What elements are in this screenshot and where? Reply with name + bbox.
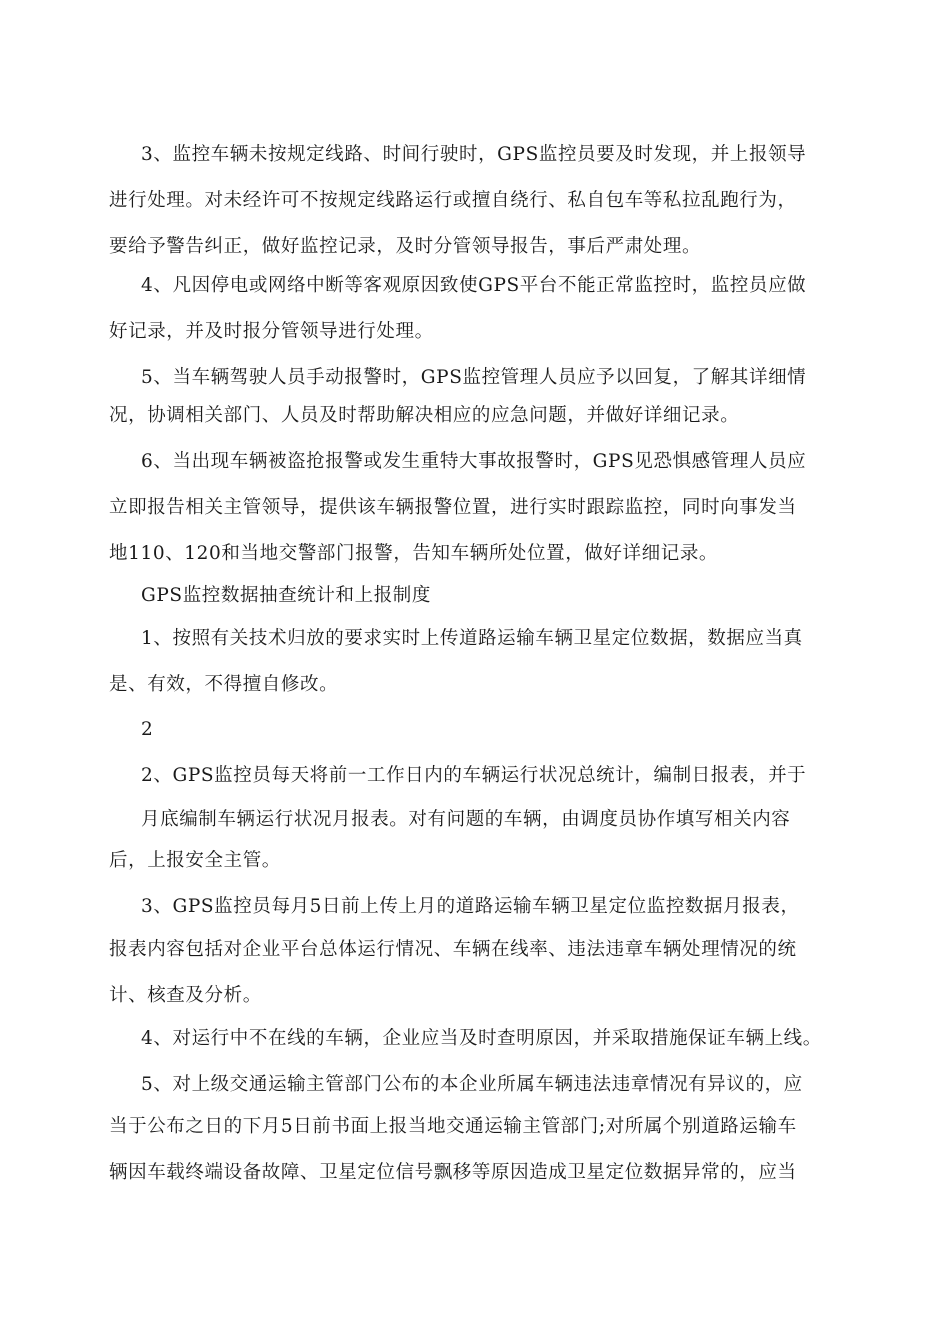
paragraph-line: 6、当出现车辆被盗抢报警或发生重特大事故报警时，GPS见恐惧感管理人员应 — [141, 451, 807, 472]
section-heading: GPS监控数据抽查统计和上报制度 — [141, 585, 432, 606]
paragraph-line: 1、按照有关技术归放的要求实时上传道路运输车辆卫星定位数据，数据应当真 — [141, 628, 803, 649]
paragraph-line: 报表内容包括对企业平台总体运行情况、车辆在线率、违法违章车辆处理情况的统 — [109, 939, 797, 960]
paragraph-line: 地110、120和当地交警部门报警，告知车辆所处位置，做好详细记录。 — [109, 543, 719, 564]
paragraph-line: 当于公布之日的下月5日前书面上报当地交通运输主管部门;对所属个别道路运输车 — [109, 1116, 797, 1137]
paragraph-line: 5、当车辆驾驶人员手动报警时，GPS监控管理人员应予以回复，了解其详细情 — [141, 367, 807, 388]
paragraph-line: 后，上报安全主管。 — [109, 850, 281, 871]
paragraph-line: 是、有效，不得擅自修改。 — [109, 674, 339, 695]
paragraph-line: 月底编制车辆运行状况月报表。对有问题的车辆，由调度员协作填写相关内容 — [141, 809, 791, 830]
paragraph-line: 要给予警告纠正，做好监控记录，及时分管领导报告，事后严肃处理。 — [109, 236, 702, 257]
paragraph-line: 立即报告相关主管领导，提供该车辆报警位置，进行实时跟踪监控，同时向事发当 — [109, 497, 797, 518]
paragraph-line: 进行处理。对未经许可不按规定线路运行或擅自绕行、私自包车等私拉乱跑行为， — [109, 190, 797, 211]
paragraph-line: 3、GPS监控员每月5日前上传上月的道路运输车辆卫星定位监控数据月报表， — [141, 896, 800, 917]
paragraph-line: 3、监控车辆未按规定线路、时间行驶时，GPS监控员要及时发现，并上报领导 — [141, 144, 807, 165]
paragraph-line: 5、对上级交通运输主管部门公布的本企业所属车辆违法违章情况有异议的，应 — [141, 1074, 803, 1095]
paragraph-line: 计、核查及分析。 — [109, 985, 262, 1006]
paragraph-line: 2、GPS监控员每天将前一工作日内的车辆运行状况总统计，编制日报表，并于 — [141, 765, 807, 786]
paragraph-line: 4、凡因停电或网络中断等客观原因致使GPS平台不能正常监控时，监控员应做 — [141, 275, 807, 296]
paragraph-line: 好记录，并及时报分管领导进行处理。 — [109, 321, 434, 342]
paragraph-line: 辆因车载终端设备故障、卫星定位信号飘移等原因造成卫星定位数据异常的，应当 — [109, 1162, 797, 1183]
page-number: 2 — [141, 719, 154, 740]
paragraph-line: 4、对运行中不在线的车辆，企业应当及时查明原因，并采取措施保证车辆上线。 — [141, 1028, 822, 1049]
paragraph-line: 况，协调相关部门、人员及时帮助解决相应的应急问题，并做好详细记录。 — [109, 405, 740, 426]
